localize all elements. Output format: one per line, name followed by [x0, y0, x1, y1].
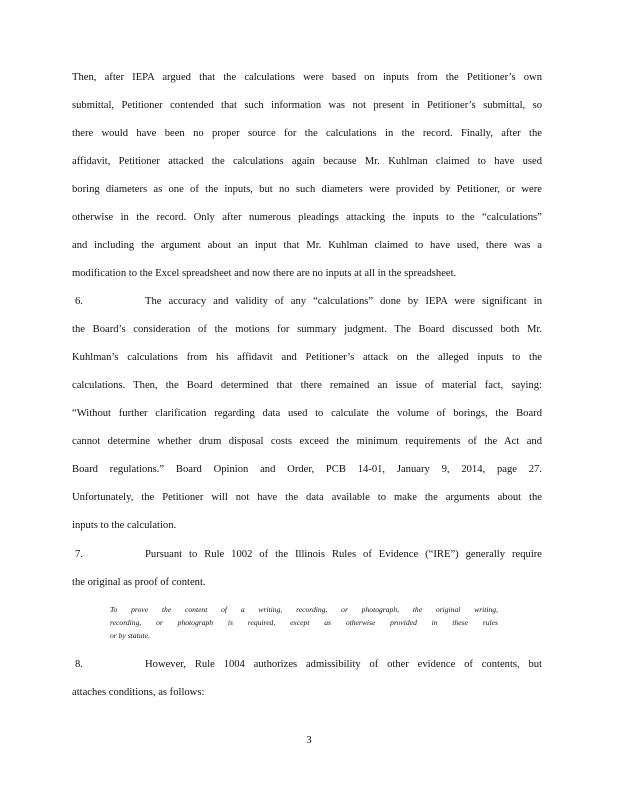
paragraph-line: boring diameters as one of the inputs, but no such diameters were provided by Petitioner, or were: [72, 184, 542, 195]
paragraph-line: and including the argument about an input that Mr. Kuhlman claimed to have used, there was a: [72, 240, 542, 251]
paragraph-line: calculations. Then, the Board determined that there remained an issue of material fact, saying:: [72, 380, 542, 391]
paragraph-number: 8.: [75, 659, 83, 670]
paragraph-line: there would have been no proper source for the calculations in the record. Finally, after the: [72, 128, 542, 139]
paragraph-line: affidavit, Petitioner attacked the calculations again because Mr. Kuhlman claimed to have used: [72, 156, 542, 167]
paragraph-line: Unfortunately, the Petitioner will not have the data available to make the arguments about the: [72, 492, 542, 503]
block-quote-line: To prove the content of a writing, recording, or photograph, the original writing,: [110, 605, 498, 614]
paragraph-line: attaches conditions, as follows:: [72, 687, 205, 698]
paragraph-line: The accuracy and validity of any “calculations” done by IEPA were significant in: [145, 296, 542, 307]
paragraph-line: the Board’s consideration of the motions for summary judgment. The Board discussed both Mr.: [72, 324, 542, 335]
page-number: 3: [306, 735, 312, 746]
block-quote-line: recording, or photograph is required, except as otherwise provided in these rules: [110, 618, 498, 627]
paragraph-line: otherwise in the record. Only after numerous pleadings attacking the inputs to the “calculations”: [72, 212, 542, 223]
paragraph-line: Kuhlman’s calculations from his affidavit and Petitioner’s attack on the alleged inputs to the: [72, 352, 542, 363]
paragraph-line: Then, after IEPA argued that the calculations were based on inputs from the Petitioner’s own: [72, 72, 542, 83]
paragraph-line: “Without further clarification regarding data used to calculate the volume of borings, the Board: [72, 408, 542, 419]
paragraph-line: Pursuant to Rule 1002 of the Illinois Rules of Evidence (“IRE”) generally require: [145, 549, 542, 560]
paragraph-line: Board regulations.” Board Opinion and Order, PCB 14-01, January 9, 2014, page 27.: [72, 464, 542, 475]
paragraph-line: cannot determine whether drum disposal costs exceed the minimum requirements of the Act and: [72, 436, 542, 447]
paragraph-number: 6.: [75, 296, 83, 307]
paragraph-line: inputs to the calculation.: [72, 520, 177, 531]
paragraph-line: the original as proof of content.: [72, 577, 206, 588]
paragraph-line: However, Rule 1004 authorizes admissibility of other evidence of contents, but: [145, 659, 542, 670]
paragraph-number: 7.: [75, 549, 83, 560]
block-quote-line: or by statute.: [110, 631, 150, 640]
paragraph-line: submittal, Petitioner contended that such information was not present in Petitioner’s submittal, so: [72, 100, 542, 111]
paragraph-line: modification to the Excel spreadsheet and now there are no inputs at all in the spreadsheet.: [72, 268, 457, 279]
